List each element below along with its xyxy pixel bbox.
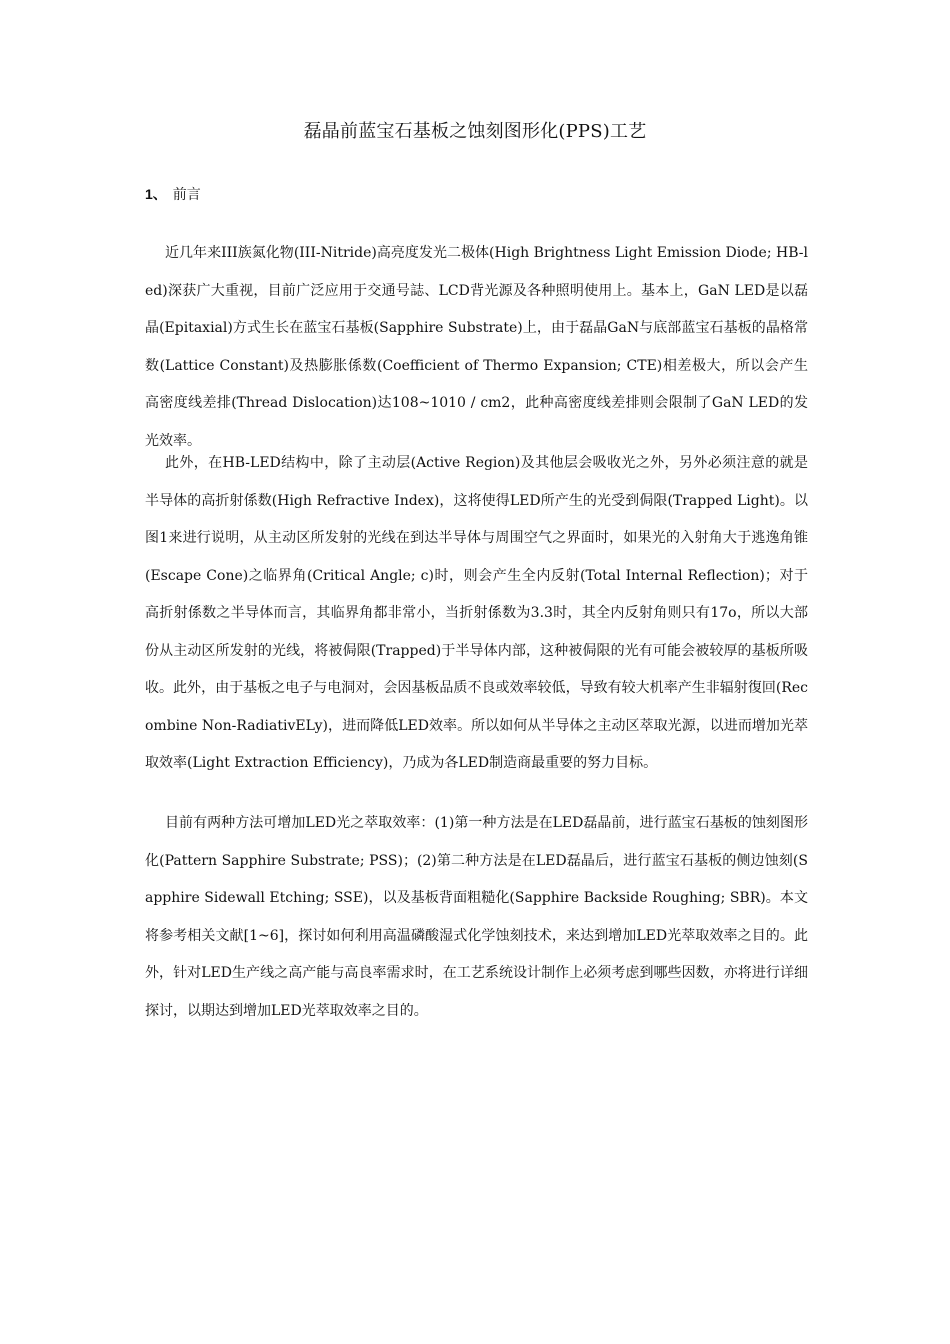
section-heading	[145, 183, 201, 206]
section-label: 前言	[172, 187, 201, 203]
paragraph-intro-3: 目前有两种方法可增加LED光之萃取效率：(1)第一种方法是在LED磊晶前，进行蓝宝石基板的蚀刻图形化(Pattern Sapphire Substrate; PSS)；(2)第二种方法是在LED磊晶后，进行蓝宝石基板的侧边蚀刻(Sapphire Sidewall Etching; SSE)，以及基板背面粗糙化(Sapphire Backside Roughing; SBR)。本文将参考相关文献[1~6]，探讨如何利用高温磷酸湿式化学蚀刻技术，来达到增加LED光萃取效率之目的。此外，针对LED生产线之高产能与高良率需求时，在工艺系统设计制作上必须考虑到哪些因数，亦将进行详细探讨，以期达到增加LED光萃取效率之目的。	[145, 815, 808, 1019]
document-title: 磊晶前蓝宝石基板之蚀刻图形化(PPS)工艺	[303, 121, 647, 142]
paragraph-intro-1: 近几年来III族氮化物(III-Nitride)高亮度发光二极体(High Brightness Light Emission Diode; HB-led)深获广大重视，目前广泛应用于交通号誌、LCD背光源及各种照明使用上。基本上，GaN LED是以磊晶(Epitaxial)方式生长在蓝宝石基板(Sapphire Substrate)上，由于磊晶GaN与底部蓝宝石基板的晶格常数(Lattice Constant)及热膨胀係数(Coefficient of Thermo Expansion; CTE)相差极大，所以会产生高密度线差排(Thread Dislocation)达108~1010 / cm2，此种高密度线差排则会限制了GaN LED的发光效率。	[145, 245, 808, 449]
paragraph-intro-2: 此外，在HB-LED结构中，除了主动层(Active Region)及其他层会吸收光之外，另外必须注意的就是半导体的高折射係数(High Refractive Index)，这将使得LED所产生的光受到侷限(Trapped Light)。以图1来进行说明，从主动区所发射的光线在到达半导体与周围空气之界面时，如果光的入射角大于逃逸角锥(Escape Cone)之临界角(Critical Angle; c)时，则会产生全内反射(Total Internal Reflection)；对于高折射係数之半导体而言，其临界角都非常小，当折射係数为3.3时，其全内反射角则只有17o，所以大部份从主动区所发射的光线，将被侷限(Trapped)于半导体内部，这种被侷限的光有可能会被较厚的基板所吸收。此外，由于基板之电子与电洞对，会因基板品质不良或效率较低，导致有较大机率产生非辐射復回(Recombine Non-RadiativELy)，进而降低LED效率。所以如何从半导体之主动区萃取光源，以进而增加光萃取效率(Light Extraction Efficiency)，乃成为各LED制造商最重要的努力目标。	[145, 455, 808, 771]
section-number: 1、	[145, 186, 167, 202]
